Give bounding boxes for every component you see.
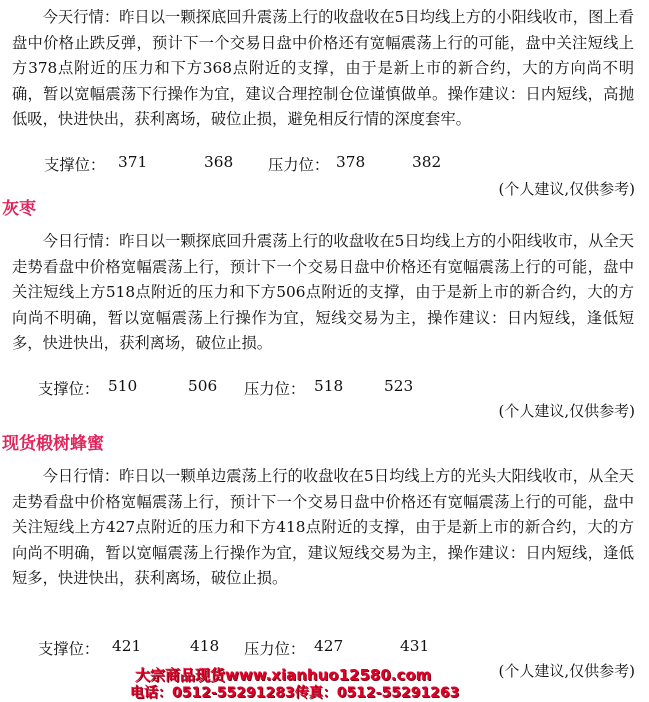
pressure-value-2: 431 bbox=[400, 637, 430, 655]
section-1-paragraph: 今天行情：昨日以一颗探底回升震荡上行的收盘收在5日均线上方的小阳线收市，图上看盘中价格止跌反弹，预计下一个交易日盘中价格还有宽幅震荡上行的可能，盘中关注短线上方378点附近的压力和下方368点附近的支撑，由于是新上市的新合约，大的方向尚不明确，暂以宽幅震荡下行操作为宜，建议合理控制仓位谨慎做单。操作建议：日内短线，高抛低吸，快进快出，获利离场，破位止损，避免相反行情的深度套牢。 bbox=[12, 8, 634, 128]
section-1-disclaimer: (个人建议,仅供参考) bbox=[498, 180, 635, 198]
support-value-2: 506 bbox=[188, 377, 218, 395]
support-value-1: 371 bbox=[118, 153, 148, 171]
support-label: 支撑位： bbox=[38, 640, 100, 658]
pressure-value-1: 518 bbox=[314, 377, 344, 395]
footer-watermark bbox=[0, 664, 649, 702]
support-value-2: 368 bbox=[204, 153, 234, 171]
support-value-2: 418 bbox=[190, 637, 220, 655]
pressure-value-2: 523 bbox=[384, 377, 414, 395]
section-2-disclaimer: (个人建议,仅供参考) bbox=[498, 402, 635, 420]
section-3-disclaimer: (个人建议,仅供参考) bbox=[498, 662, 635, 680]
support-value-1: 510 bbox=[108, 377, 138, 395]
footer-contact-line: 电话：0512-55291283传真：0512-55291263 bbox=[130, 685, 460, 701]
support-label: 支撑位： bbox=[44, 156, 106, 174]
support-value-1: 421 bbox=[112, 637, 142, 655]
section-3-paragraph: 今日行情：昨日以一颗单边震荡上行的收盘收在5日均线上方的光头大阳线收市，从全天走势看盘中价格宽幅震荡上行，预计下一个交易日盘中价格还有宽幅震荡上行的可能，盘中关注短线上方427点附近的压力和下方418点附近的支撑，由于是新上市的新合约，大的方向尚不明确，暂以宽幅震荡上行操作为宜，建议短线交易为主，操作建议：日内短线，逢低短多，快进快出，获利离场，破位止损。 bbox=[12, 467, 634, 587]
section-2-heading: 灰枣 bbox=[2, 199, 36, 219]
pressure-value-1: 427 bbox=[314, 637, 344, 655]
pressure-label: 压力位： bbox=[244, 640, 306, 658]
pressure-label: 压力位： bbox=[244, 380, 306, 398]
pressure-value-1: 378 bbox=[336, 153, 366, 171]
section-3-heading: 现货椴树蜂蜜 bbox=[2, 434, 104, 454]
pressure-value-2: 382 bbox=[412, 153, 442, 171]
pressure-label: 压力位： bbox=[268, 156, 330, 174]
footer-website-line: 大宗商品现货www.xianhuo12580.com bbox=[135, 666, 432, 684]
section-2-paragraph: 今日行情：昨日以一颗探底回升震荡上行的收盘收在5日均线上方的小阳线收市，从全天走势看盘中价格宽幅震荡上行，预计下一个交易日盘中价格还有宽幅震荡上行的可能，盘中关注短线上方518点附近的压力和下方506点附近的支撑，由于是新上市的新合约，大的方向尚不明确，暂以宽幅震荡上行操作为宜，短线交易为主，操作建议：日内短线，逢低短多，快进快出，获利离场，破位止损。 bbox=[12, 232, 634, 352]
support-label: 支撑位： bbox=[38, 380, 100, 398]
